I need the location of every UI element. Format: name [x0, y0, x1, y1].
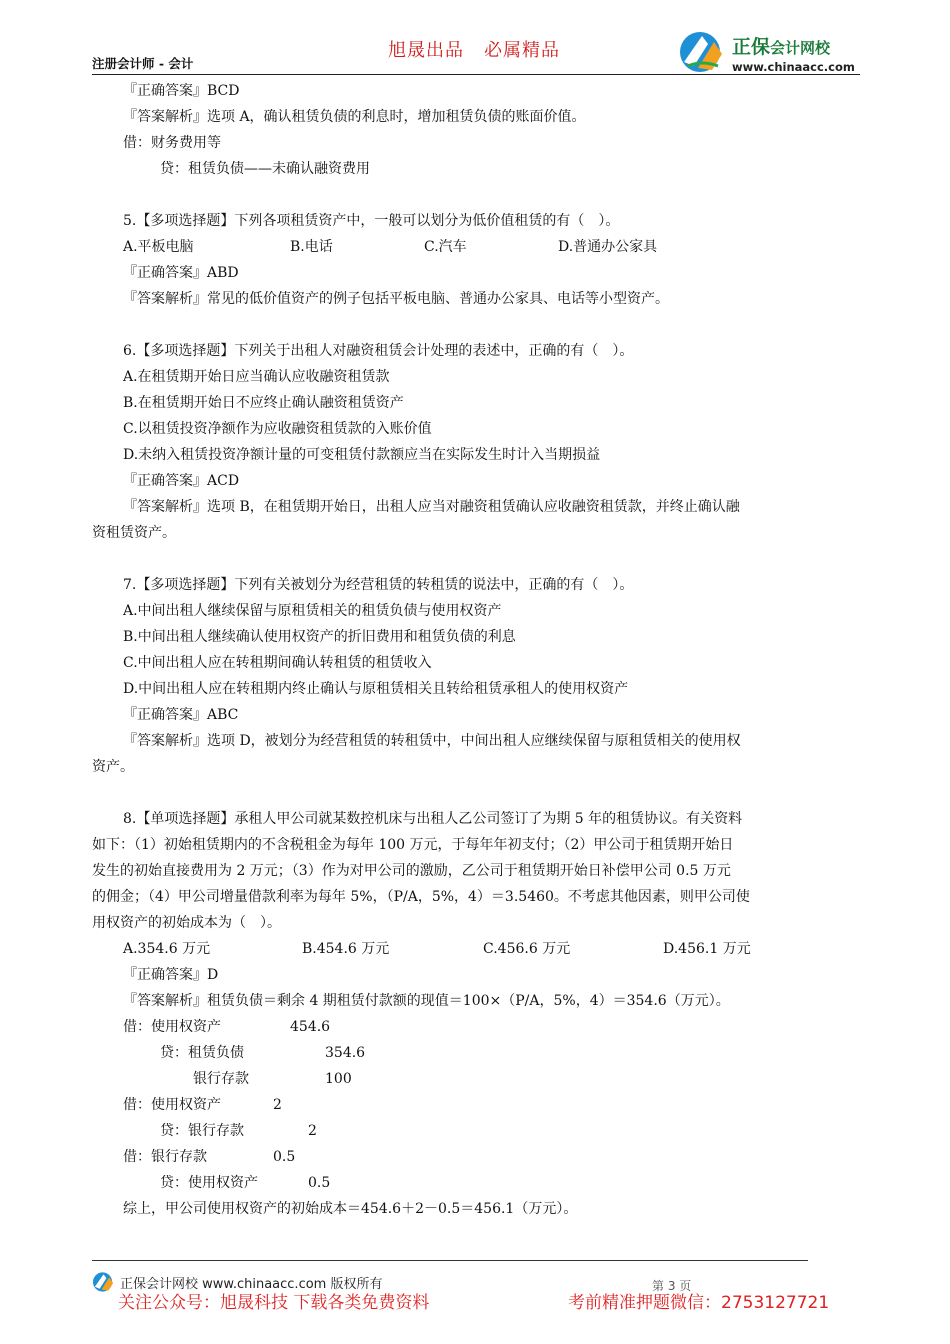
q8-option-d: D.456.1 万元 [663, 941, 751, 957]
journal-entry-amount: 2 [273, 1097, 282, 1113]
q7-answer: 『正确答案』ABC [123, 707, 239, 723]
page-number: 第 3 页 [652, 1279, 692, 1293]
q8-option-c: C.456.6 万元 [483, 941, 571, 957]
journal-entry-account: 借：使用权资产 [123, 1097, 221, 1113]
q5-option-b: B.电话 [290, 239, 333, 255]
doc-title: 注册会计师 - 会计 [92, 56, 194, 71]
question-8-stem: 8.【单项选择题】承租人甲公司就某数控机床与出租人乙公司签订了为期 5 年的租赁协议。有关资料 [123, 811, 743, 827]
q7-option-d: D.中间出租人应在转租期内终止确认与原租赁相关且转给租赁承租人的使用权资产 [123, 681, 629, 697]
logo-brand-sub: 会计网校 [770, 39, 831, 57]
journal-entry-account: 银行存款 [193, 1071, 249, 1087]
q6-option-d: D.未纳入租赁投资净额计量的可变租赁付款额应当在实际发生时计入当期损益 [123, 447, 601, 463]
answer-line: 『正确答案』BCD [123, 83, 240, 99]
footer-copyright: 正保会计网校 www.chinaacc.com 版权所有 [120, 1277, 383, 1292]
q5-answer: 『正确答案』ABD [123, 265, 239, 281]
footer-divider [92, 1260, 808, 1261]
journal-entry-account: 借：使用权资产 [123, 1019, 221, 1035]
question-8-stem-cont: 发生的初始直接费用为 2 万元；（3）作为对甲公司的激励，乙公司于租赁期开始日补偿甲公司 0.5 万元 [92, 863, 731, 879]
journal-entry-account: 贷：使用权资产 [160, 1175, 258, 1191]
question-7-stem: 7.【多项选择题】下列有关被划分为经营租赁的转租赁的说法中，正确的有（ ）。 [123, 577, 634, 593]
explanation-line: 『答案解析』选项 A，确认租赁负债的利息时，增加租赁负债的账面价值。 [123, 109, 586, 125]
q6-option-c: C.以租赁投资净额作为应收融资租赁款的入账价值 [123, 421, 432, 437]
watermark-right: 考前精准押题微信：2753127721 [568, 1293, 830, 1313]
journal-entry-amount: 0.5 [273, 1149, 296, 1165]
q5-option-c: C.汽车 [424, 239, 467, 255]
q6-option-b: B.在租赁期开始日不应终止确认融资租赁资产 [123, 395, 404, 411]
header-slogan [388, 36, 560, 62]
footer-logo-icon [92, 1271, 116, 1293]
question-6-stem: 6.【多项选择题】下列关于出租人对融资租赁会计处理的表述中，正确的有（ ）。 [123, 343, 634, 359]
q6-explanation-cont: 资租赁资产。 [92, 525, 176, 541]
q8-answer: 『正确答案』D [123, 967, 219, 983]
q5-explanation: 『答案解析』常见的低价值资产的例子包括平板电脑、普通办公家具、电话等小型资产。 [123, 291, 669, 307]
journal-debit: 借：财务费用等 [123, 135, 221, 151]
question-8-stem-cont: 的佣金；（4）甲公司增量借款利率为每年 5%，（P/A，5%，4）＝3.5460。不考虑其他因素，则甲公司使 [92, 889, 750, 905]
logo-text [732, 32, 855, 74]
journal-entry-amount: 0.5 [308, 1175, 331, 1191]
journal-entry-account: 贷：租赁负债 [160, 1045, 244, 1061]
q6-option-a: A.在租赁期开始日应当确认应收融资租赁款 [123, 369, 390, 385]
q7-option-c: C.中间出租人应在转租期间确认转租赁的租赁收入 [123, 655, 432, 671]
journal-entry-amount: 2 [308, 1123, 317, 1139]
q8-explanation: 『答案解析』租赁负债＝剩余 4 期租赁付款额的现值＝100×（P/A，5%，4）＝354.6（万元）。 [123, 993, 730, 1009]
journal-credit: 贷：租赁负债——未确认融资费用 [160, 161, 370, 177]
q7-explanation-cont: 资产。 [92, 759, 134, 775]
question-5-stem: 5.【多项选择题】下列各项租赁资产中，一般可以划分为低价值租赁的有（ ）。 [123, 213, 620, 229]
question-8-stem-cont: 如下：（1）初始租赁期内的不含税租金为每年 100 万元，于每年年初支付；（2）甲公司于租赁期开始日 [92, 837, 734, 853]
logo-brand: 正保 [732, 36, 771, 58]
q7-explanation: 『答案解析』选项 D，被划分为经营租赁的转租赁中，中间出租人应继续保留与原租赁相关的使用权 [123, 733, 741, 749]
q8-option-a: A.354.6 万元 [123, 941, 211, 957]
journal-entry-account: 贷：银行存款 [160, 1123, 244, 1139]
chinaacc-logo-icon [678, 30, 728, 74]
journal-entry-amount: 454.6 [290, 1019, 331, 1035]
slogan-part-1: 旭晟出品 [388, 40, 464, 61]
q5-option-d: D.普通办公家具 [558, 239, 658, 255]
logo-url: www.chinaacc.com [732, 60, 855, 74]
q8-conclusion: 综上，甲公司使用权资产的初始成本＝454.6＋2－0.5＝456.1（万元）。 [123, 1201, 578, 1217]
q6-explanation: 『答案解析』选项 B，在租赁期开始日，出租人应当对融资租赁确认应收融资租赁款，并终止确认融 [123, 499, 740, 515]
journal-entry-account: 借：银行存款 [123, 1149, 207, 1165]
q8-option-b: B.454.6 万元 [302, 941, 390, 957]
q7-option-a: A.中间出租人继续保留与原租赁相关的租赁负债与使用权资产 [123, 603, 502, 619]
slogan-part-2: 必属精品 [484, 40, 560, 61]
q5-option-a: A.平板电脑 [123, 239, 194, 255]
question-8-stem-cont: 用权资产的初始成本为（ ）。 [92, 915, 281, 931]
journal-entry-amount: 100 [325, 1071, 352, 1087]
header-divider [92, 74, 860, 75]
q7-option-b: B.中间出租人继续确认使用权资产的折旧费用和租赁负债的利息 [123, 629, 516, 645]
journal-entry-amount: 354.6 [325, 1045, 366, 1061]
watermark-left: 关注公众号：旭晟科技 下载各类免费资料 [118, 1293, 430, 1313]
q6-answer: 『正确答案』ACD [123, 473, 240, 489]
